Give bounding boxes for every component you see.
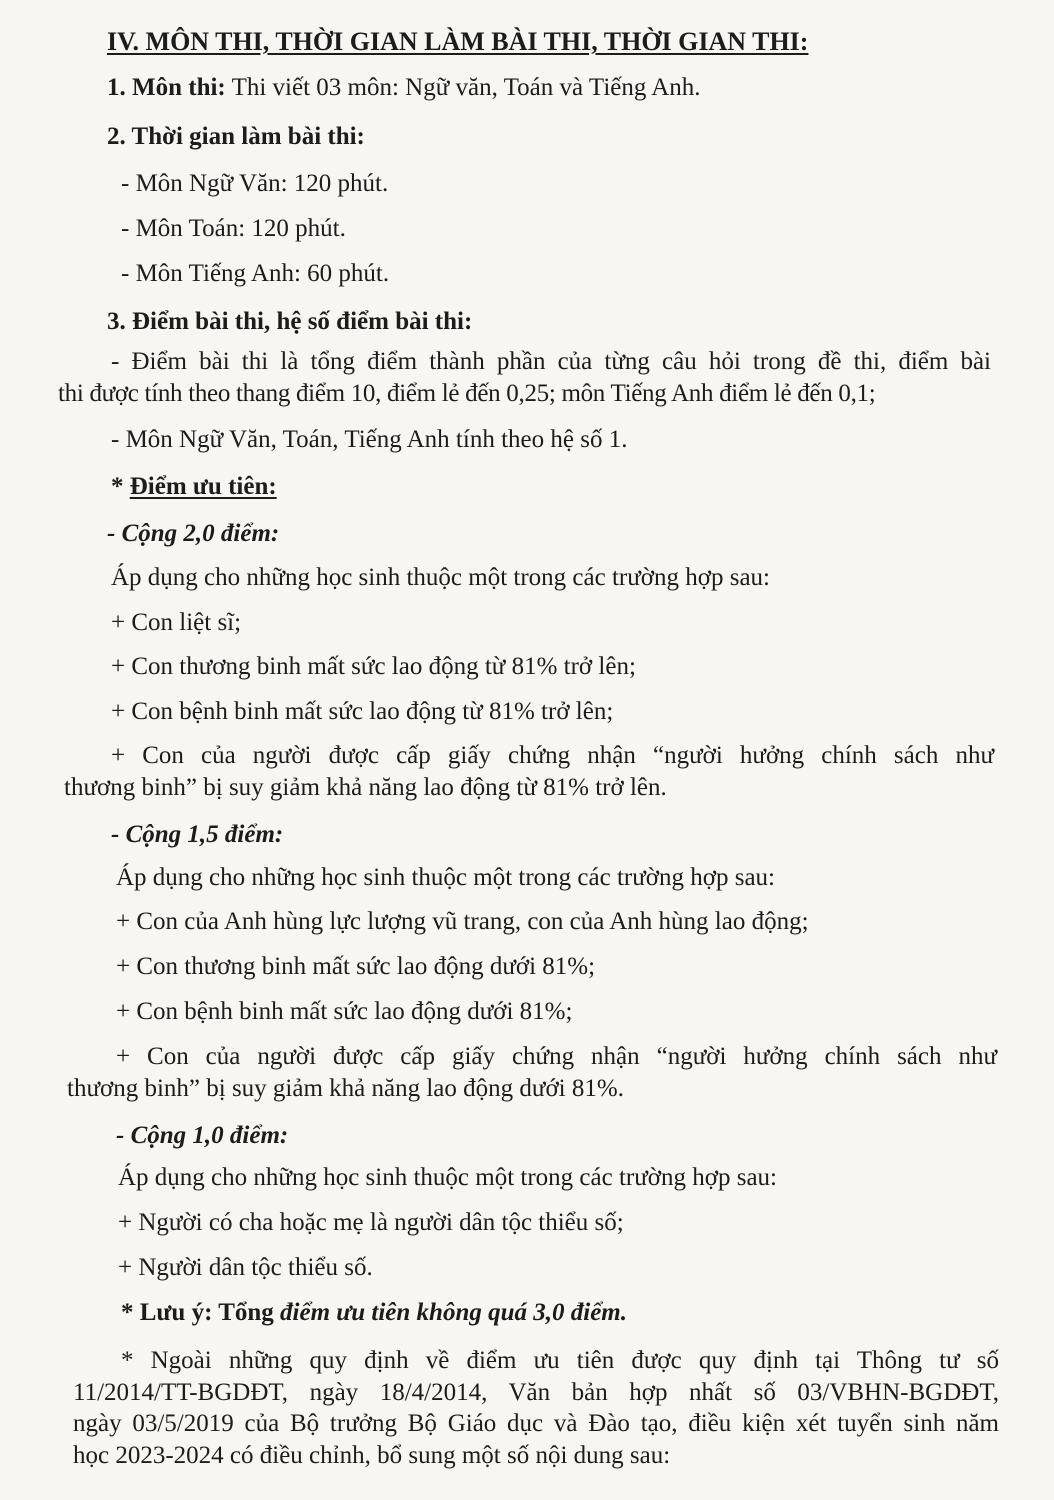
group1-item: + Con thương binh mất sức lao động từ 81% trở lên; <box>111 653 636 680</box>
group1-intro: Áp dụng cho những học sinh thuộc một trong các trường hợp sau: <box>111 564 770 591</box>
group2-last-line1: + Con của người được cấp giấy chứng nhận “người hưởng chính sách như <box>116 1043 997 1070</box>
priority-star: * <box>111 473 130 500</box>
priority-heading: Điểm ưu tiên: <box>129 473 277 500</box>
group2-item: + Con bệnh binh mất sức lao động dưới 81%; <box>116 998 573 1025</box>
item2-line: - Môn Ngữ Văn: 120 phút. <box>121 170 389 197</box>
item3-label: 3. Điểm bài thi, hệ số điểm bài thi: <box>107 308 473 335</box>
priority-note <box>121 1298 627 1328</box>
group2-title: - Cộng 1,5 điểm: <box>111 821 284 848</box>
group1-item: + Con bệnh binh mất sức lao động từ 81% trở lên; <box>111 698 614 725</box>
group2-item: + Con thương binh mất sức lao động dưới 81%; <box>116 953 596 980</box>
section-heading: IV. MÔN THI, THỜI GIAN LÀM BÀI THI, THỜI GIAN THI: <box>107 27 809 56</box>
group2-intro: Áp dụng cho những học sinh thuộc một trong các trường hợp sau: <box>116 864 775 891</box>
group1-last-line2: thương binh” bị suy giảm khả năng lao động từ 81% trở lên. <box>64 774 667 801</box>
closing-line: ngày 03/5/2019 của Bộ trưởng Bộ Giáo dục và Đào tạo, điều kiện xét tuyển sinh năm <box>73 1410 999 1437</box>
priority-note-label: * Lưu ý: Tổng <box>121 1299 281 1326</box>
group3-intro: Áp dụng cho những học sinh thuộc một trong các trường hợp sau: <box>118 1164 777 1191</box>
group1-last-line1: + Con của người được cấp giấy chứng nhận “người hưởng chính sách như <box>111 742 994 769</box>
closing-line: 11/2014/TT-BGDĐT, ngày 18/4/2014, Văn bản hợp nhất số 03/VBHN-BGDĐT, <box>73 1379 999 1406</box>
group3-title: - Cộng 1,0 điểm: <box>116 1122 289 1149</box>
priority-heading-line <box>111 472 277 502</box>
item3-para1-line2: thi được tính theo thang điểm 10, điểm lẻ đến 0,25; môn Tiếng Anh điểm lẻ đến 0,1; <box>58 380 876 407</box>
item1-line <box>107 73 701 103</box>
closing-line: học 2023-2024 có điều chỉnh, bổ sung một số nội dung sau: <box>73 1442 671 1469</box>
group2-last-line2: thương binh” bị suy giảm khả năng lao động dưới 81%. <box>67 1075 624 1102</box>
closing-line: * Ngoài những quy định về điểm ưu tiên được quy định tại Thông tư số <box>121 1347 999 1374</box>
group2-item: + Con của Anh hùng lực lượng vũ trang, con của Anh hùng lao động; <box>116 908 809 935</box>
item3-para2: - Môn Ngữ Văn, Toán, Tiếng Anh tính theo hệ số 1. <box>111 426 628 453</box>
item2-label: 2. Thời gian làm bài thi: <box>107 123 365 150</box>
item1-text: Thi viết 03 môn: Ngữ văn, Toán và Tiếng Anh. <box>231 74 701 101</box>
group3-item: + Người dân tộc thiểu số. <box>118 1254 373 1281</box>
group1-title: - Cộng 2,0 điểm: <box>107 520 280 547</box>
group1-item: + Con liệt sĩ; <box>111 609 242 636</box>
item3-para1-line1: - Điểm bài thi là tổng điểm thành phần của từng câu hỏi trong đề thi, điểm bài <box>111 348 991 375</box>
priority-note-text: điểm ưu tiên không quá 3,0 điểm. <box>280 1299 628 1326</box>
item2-line: - Môn Tiếng Anh: 60 phút. <box>121 260 390 287</box>
item2-line: - Môn Toán: 120 phút. <box>121 215 346 242</box>
group3-item: + Người có cha hoặc mẹ là người dân tộc thiểu số; <box>118 1209 624 1236</box>
item1-label: 1. Môn thi: <box>107 74 226 101</box>
